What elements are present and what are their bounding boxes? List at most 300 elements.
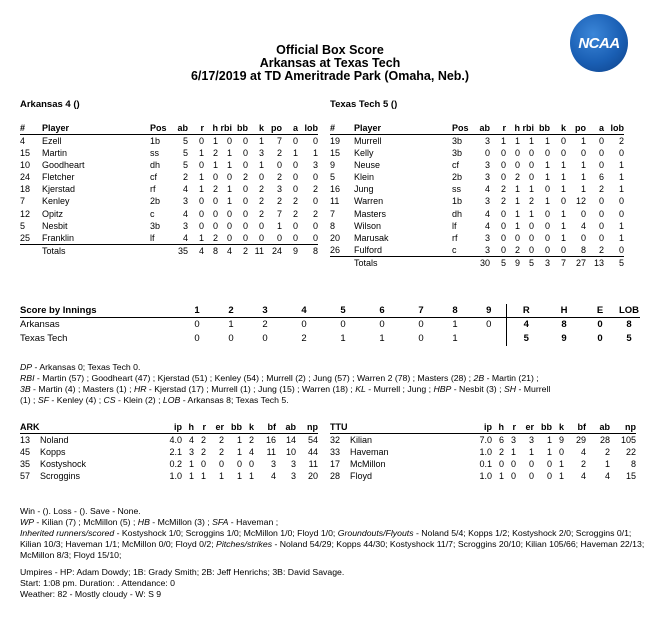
column-header: Player	[42, 122, 150, 135]
table-cell: 0	[292, 136, 298, 146]
table-cell: Kelly	[354, 148, 374, 159]
table-cell: 1	[528, 184, 534, 195]
totals-cell: 4	[218, 244, 232, 257]
table-cell: 0	[312, 196, 318, 207]
table-cell: 4	[484, 220, 490, 231]
table-cell: 3	[484, 172, 490, 183]
table-cell: 2	[514, 244, 520, 255]
away-team-heading: Arkansas 4 ()	[20, 99, 80, 110]
batter-row	[330, 244, 624, 257]
table-cell: 28	[330, 470, 341, 481]
column-header: ARK	[20, 421, 160, 433]
table-cell: 4	[270, 470, 276, 481]
table-cell: 0	[242, 148, 248, 159]
home-pitching-header-row	[330, 421, 636, 433]
innings-cell: 0	[597, 319, 603, 331]
table-cell: 3	[258, 148, 264, 159]
table-cell: 2	[258, 196, 264, 207]
table-cell: cf	[150, 172, 158, 183]
table-cell: 0	[242, 136, 248, 146]
table-cell: lf	[150, 232, 155, 243]
table-cell: 2	[618, 136, 624, 146]
table-cell: 3	[188, 446, 194, 457]
table-cell: 1	[226, 160, 232, 171]
totals-cell: 27	[566, 256, 586, 269]
table-cell: cf	[452, 160, 460, 171]
table-cell: 20	[330, 232, 341, 243]
table-cell: 1	[546, 446, 552, 457]
table-cell: 0	[580, 232, 586, 243]
table-cell: 7.0	[479, 434, 492, 445]
table-cell: 0	[198, 208, 204, 219]
table-cell: 3b	[150, 220, 161, 231]
innings-cell: 0	[301, 319, 307, 331]
innings-cell: 5	[506, 332, 546, 346]
table-cell: 2	[580, 458, 586, 469]
table-cell: 3	[182, 220, 188, 231]
table-cell: 7	[276, 208, 282, 219]
table-cell: 4	[604, 470, 610, 481]
column-header: Pos	[150, 122, 172, 135]
table-cell: 1	[312, 148, 318, 159]
innings-cell: 0	[194, 333, 200, 344]
table-cell: 0	[544, 148, 550, 159]
score-by-innings-table	[20, 304, 640, 346]
column-header: k	[550, 122, 566, 135]
table-cell: 0	[248, 458, 254, 469]
table-cell: 0	[498, 458, 504, 469]
innings-header-cell: Score by Innings	[20, 304, 180, 318]
table-cell: 1	[236, 434, 242, 445]
table-cell: 4	[248, 446, 254, 457]
table-cell: 32	[330, 434, 341, 445]
table-cell: 2	[598, 184, 604, 195]
table-cell: 0	[212, 208, 218, 219]
pitcher-row	[20, 470, 318, 482]
table-cell: 0	[544, 232, 550, 243]
table-cell: 9	[330, 160, 336, 171]
table-cell: 0	[514, 160, 520, 171]
table-cell: 0	[200, 458, 206, 469]
table-cell: 3	[484, 196, 490, 207]
innings-team-row	[20, 318, 640, 332]
table-cell: 1	[226, 148, 232, 159]
column-header: rbi	[520, 122, 534, 135]
batter-row	[330, 159, 624, 171]
table-cell: 1	[544, 160, 550, 171]
home-team-heading: Texas Tech 5 ()	[330, 99, 398, 110]
column-header: Pos	[452, 122, 474, 135]
totals-cell: 7	[550, 256, 566, 269]
batter-row	[20, 195, 318, 207]
table-cell: Kostyshock	[40, 458, 87, 469]
table-cell: 10	[20, 160, 31, 171]
table-cell: 1b	[150, 136, 161, 146]
innings-cell: 0	[228, 333, 234, 344]
table-cell: 0	[598, 196, 604, 207]
table-cell: 0	[560, 196, 566, 207]
totals-cell	[330, 256, 354, 269]
pitcher-row	[20, 458, 318, 470]
table-cell: 4.0	[169, 434, 182, 445]
table-cell: 1	[560, 184, 566, 195]
table-cell: 8	[330, 220, 336, 231]
column-header: k	[242, 421, 254, 433]
table-cell: dh	[452, 208, 463, 219]
table-cell: 0	[618, 244, 624, 255]
table-cell: 0	[258, 220, 264, 231]
table-cell: 1	[560, 232, 566, 243]
table-cell: 0	[292, 232, 298, 243]
innings-cell: 1	[340, 333, 346, 344]
table-cell: 2	[500, 184, 506, 195]
column-header: ab	[474, 122, 490, 135]
table-cell: 2	[528, 196, 534, 207]
batter-row	[330, 171, 624, 183]
table-cell: 2	[258, 184, 264, 195]
table-cell: 2	[212, 148, 218, 159]
table-cell: Klein	[354, 172, 375, 183]
table-cell: 19	[330, 136, 341, 146]
table-cell: 2	[292, 208, 298, 219]
table-cell: 4	[182, 232, 188, 243]
column-header: a	[586, 122, 604, 135]
totals-cell: 5	[490, 256, 506, 269]
table-cell: 0	[500, 244, 506, 255]
table-cell: 10	[285, 446, 296, 457]
table-cell: 0	[528, 232, 534, 243]
table-cell: 1	[618, 160, 624, 171]
innings-cell: 0	[418, 319, 424, 331]
totals-cell: 35	[172, 244, 188, 257]
table-cell: 0	[580, 148, 586, 159]
table-cell: 11	[266, 446, 276, 457]
column-header: h	[182, 421, 194, 433]
batting-notes: RBI - Martin (57) ; Goodheart (47) ; Kjerstad (51) ; Kenley (54) ; Murrell (2) ; Jung (57) ; Warren 2 (78) ; Masters (28) ; 2B - Martin (21) ; 3B - Martin (4) ; Masters (1) ; HR - Kjerstad (17) ; Murrell (1) ; Jung (15) ; Warren (18) ; KL - Murrell ; Jung ; HBP - Nesbit (3) ; SH - Murrell (1) ; SF - Kenley (4) ; CS - Klein (2) ; LOB - Arkansas 8; Texas Tech 5.	[20, 373, 551, 405]
innings-cell: 1	[452, 333, 458, 344]
table-cell: 0.2	[169, 458, 182, 469]
table-cell: 1	[510, 446, 516, 457]
table-cell: 1	[560, 160, 566, 171]
table-cell: 0	[544, 208, 550, 219]
table-cell: 0	[292, 184, 298, 195]
column-header: h	[204, 122, 218, 135]
table-cell: 1	[544, 136, 550, 146]
totals-cell: Totals	[354, 256, 452, 269]
table-cell: 4	[484, 208, 490, 219]
column-header: r	[194, 421, 206, 433]
table-cell: 0	[528, 220, 534, 231]
table-cell: 0	[598, 136, 604, 146]
table-cell: 2	[182, 172, 188, 183]
innings-cell: 0	[418, 333, 424, 344]
table-cell: 0	[598, 232, 604, 243]
column-header: np	[296, 421, 318, 433]
table-cell: 0	[580, 208, 586, 219]
column-header: h	[492, 421, 504, 433]
table-cell: Noland	[40, 434, 69, 445]
table-cell: 2	[212, 184, 218, 195]
totals-cell	[452, 256, 474, 269]
table-cell: 1	[618, 232, 624, 243]
table-cell: Kilian	[350, 434, 373, 445]
table-cell: 16	[265, 434, 276, 445]
table-cell: 0	[242, 208, 248, 219]
table-cell: 1	[560, 208, 566, 219]
column-header: ab	[172, 122, 188, 135]
batter-row	[330, 147, 624, 159]
table-cell: 14	[285, 434, 296, 445]
table-cell: Fletcher	[42, 172, 75, 183]
table-cell: 3	[484, 136, 490, 146]
table-cell: 3	[182, 196, 188, 207]
column-header: r	[504, 421, 516, 433]
totals-cell: 9	[282, 244, 298, 257]
batter-row	[20, 159, 318, 171]
innings-header-row	[20, 304, 640, 318]
table-cell: Kenley	[42, 196, 70, 207]
table-cell: Haveman	[350, 446, 389, 457]
table-cell: 1	[618, 184, 624, 195]
pitching-notes: WP - Kilian (7) ; McMillon (5) ; HB - McMillon (3) ; SFA - Haveman ; Inherited runners/scored - Kostyshock 1/0; Scroggins 1/0; McMillon 1/0; Floyd 1/0; Groundouts/Flyouts - Noland 5/4; Kopps 1/2; Kostyshock 2/0; Scroggins 0/1; Kilian 10/3; Haveman 1/1; McMillon 0/0; Floyd 0/2; Pitches/strikes - Noland 54/29; Kopps 44/30; Kostyshock 11/7; Scroggins 20/10; Kilian 105/66; Haveman 22/13; McMillon 8/3; Floyd 15/10;	[20, 517, 645, 560]
table-cell: 3	[484, 232, 490, 243]
table-cell: 1	[198, 184, 204, 195]
table-cell: 0	[236, 458, 242, 469]
table-cell: 20	[307, 470, 318, 481]
column-header: bb	[224, 421, 242, 433]
table-cell: 0	[558, 446, 564, 457]
batter-row	[330, 135, 624, 148]
table-cell: 0	[546, 470, 552, 481]
table-cell: 3	[290, 458, 296, 469]
umpires-line: Umpires - HP: Adam Dowdy; 1B: Grady Smith; 2B: Jeff Henrichs; 3B: David Savage.	[20, 567, 345, 577]
innings-cell: 0	[340, 319, 346, 331]
table-cell: Kjerstad	[42, 184, 76, 195]
innings-header-cell: 4	[282, 304, 326, 318]
table-cell: 2	[498, 446, 504, 457]
totals-cell: 3	[534, 256, 550, 269]
totals-cell: 24	[264, 244, 282, 257]
pitcher-row	[330, 433, 636, 446]
innings-header-cell: 2	[214, 304, 248, 318]
table-cell: 57	[20, 470, 31, 481]
table-cell: 5	[182, 160, 188, 171]
batter-row	[20, 232, 318, 245]
table-cell: 3	[312, 160, 318, 171]
pitcher-row	[20, 433, 318, 446]
table-cell: 4	[20, 136, 26, 146]
table-cell: dh	[150, 160, 161, 171]
table-cell: 0	[198, 136, 204, 146]
table-cell: 0	[292, 160, 298, 171]
table-cell: rf	[452, 232, 458, 243]
table-cell: 4	[580, 470, 586, 481]
table-cell: 3	[276, 184, 282, 195]
table-cell: 1	[188, 470, 194, 481]
totals-cell: 9	[506, 256, 520, 269]
table-cell: 1	[514, 184, 520, 195]
table-cell: 3b	[452, 136, 463, 146]
table-cell: Fulford	[354, 244, 383, 255]
batter-row	[20, 147, 318, 159]
innings-cell: 9	[561, 333, 567, 344]
table-cell: 4	[182, 208, 188, 219]
table-cell: c	[452, 244, 457, 255]
column-header: Player	[354, 122, 452, 135]
table-cell: 0	[242, 196, 248, 207]
table-cell: 3	[290, 470, 296, 481]
table-cell: Masters	[354, 208, 387, 219]
table-cell: 4	[188, 434, 194, 445]
table-cell: 1	[248, 470, 254, 481]
table-cell: 0.1	[479, 458, 492, 469]
table-cell: 17	[330, 458, 341, 469]
table-cell: 1	[514, 208, 520, 219]
table-cell: 0	[500, 160, 506, 171]
table-cell: 1	[618, 220, 624, 231]
table-cell: 1	[558, 458, 564, 469]
table-cell: 1	[514, 220, 520, 231]
table-cell: 2	[312, 184, 318, 195]
table-cell: 0	[226, 172, 232, 183]
column-header: h	[506, 122, 520, 135]
table-cell: 25	[20, 232, 31, 243]
table-cell: 1	[544, 196, 550, 207]
table-cell: 1	[258, 160, 264, 171]
table-cell: ss	[452, 184, 461, 195]
totals-cell: 5	[604, 256, 624, 269]
table-cell: 1	[198, 148, 204, 159]
table-cell: 5	[182, 148, 188, 159]
table-cell: 2	[200, 446, 206, 457]
table-cell: 2	[200, 434, 206, 445]
ncaa-logo: NCAA	[570, 14, 628, 72]
innings-cell	[472, 332, 506, 346]
table-cell: Jung	[354, 184, 374, 195]
table-cell: 0	[500, 220, 506, 231]
table-cell: 22	[625, 446, 636, 457]
table-cell: 1	[212, 160, 218, 171]
table-cell: 7	[20, 196, 26, 207]
column-header: ab	[276, 421, 296, 433]
table-cell: 0	[514, 148, 520, 159]
column-header: bf	[564, 421, 586, 433]
table-cell: 1b	[452, 196, 463, 207]
table-cell: 1	[528, 446, 534, 457]
table-cell: 0	[598, 148, 604, 159]
table-cell: 2	[292, 196, 298, 207]
innings-header-cell: E	[582, 304, 618, 318]
table-cell: 5	[330, 172, 336, 183]
column-header: r	[490, 122, 506, 135]
table-cell: 15	[20, 148, 31, 159]
table-cell: Nesbit	[42, 220, 68, 231]
start-line: Start: 1:08 pm. Duration: . Attendance: 0	[20, 578, 176, 588]
innings-cell: 0	[379, 319, 385, 331]
column-header: k	[248, 122, 264, 135]
table-cell: 0	[198, 160, 204, 171]
table-cell: 13	[20, 434, 31, 445]
pitcher-row	[330, 446, 636, 458]
table-cell: 6	[498, 434, 504, 445]
column-header: #	[20, 122, 42, 135]
table-cell: 0	[276, 160, 282, 171]
table-cell: Scroggins	[40, 470, 81, 481]
table-cell: 45	[20, 446, 31, 457]
table-cell: 0	[510, 470, 516, 481]
table-cell: 1	[618, 172, 624, 183]
totals-row	[330, 256, 624, 269]
table-cell: Ezell	[42, 136, 62, 146]
table-cell: 2	[604, 446, 610, 457]
innings-header-cell: R	[506, 304, 546, 318]
double-plays-line: DP - Arkansas 0; Texas Tech 0.	[20, 362, 141, 372]
innings-header-cell: LOB	[618, 305, 640, 316]
table-cell: 0	[500, 208, 506, 219]
table-cell: 0	[528, 148, 534, 159]
table-cell: 3	[484, 244, 490, 255]
table-cell: 1	[558, 470, 564, 481]
totals-cell: 8	[204, 244, 218, 257]
table-cell: 1	[188, 458, 194, 469]
totals-cell: 13	[586, 256, 604, 269]
table-cell: 26	[330, 244, 341, 255]
innings-header-cell: 9	[472, 304, 506, 318]
table-cell: 1	[292, 148, 298, 159]
table-cell: McMillon	[350, 458, 386, 469]
table-cell: 8	[630, 458, 636, 469]
table-cell: Warren	[354, 196, 384, 207]
totals-cell	[150, 244, 172, 257]
table-cell: 2	[276, 196, 282, 207]
table-cell: 2	[218, 434, 224, 445]
table-cell: 2	[276, 172, 282, 183]
table-cell: 2.1	[169, 446, 182, 457]
column-header: bb	[232, 122, 248, 135]
table-cell: 1	[198, 232, 204, 243]
totals-cell: 8	[298, 244, 318, 257]
batter-row	[330, 183, 624, 195]
innings-cell: 1	[228, 319, 234, 331]
table-cell: 0	[258, 172, 264, 183]
innings-cell: Texas Tech	[20, 333, 68, 344]
table-cell: 12	[575, 196, 586, 207]
batter-row	[330, 220, 624, 232]
table-cell: Wilson	[354, 220, 382, 231]
column-header: TTU	[330, 421, 470, 433]
totals-cell: 30	[474, 256, 490, 269]
column-header: bf	[254, 421, 276, 433]
table-cell: 4	[580, 446, 586, 457]
innings-header-cell: 7	[404, 304, 438, 318]
column-header: lob	[604, 122, 624, 135]
table-cell: 1	[226, 196, 232, 207]
table-cell: 0	[212, 220, 218, 231]
table-cell: 0	[528, 244, 534, 255]
table-cell: 1	[514, 136, 520, 146]
table-cell: 2b	[150, 196, 161, 207]
table-cell: 15	[330, 148, 341, 159]
innings-cell: 4	[506, 318, 546, 332]
batter-row	[20, 135, 318, 148]
table-cell: 0	[618, 148, 624, 159]
column-header: #	[330, 122, 354, 135]
table-cell: 0	[528, 470, 534, 481]
innings-header-cell: 3	[248, 304, 282, 318]
table-cell: lf	[452, 220, 457, 231]
table-cell: 2	[248, 434, 254, 445]
table-cell: 2	[276, 148, 282, 159]
